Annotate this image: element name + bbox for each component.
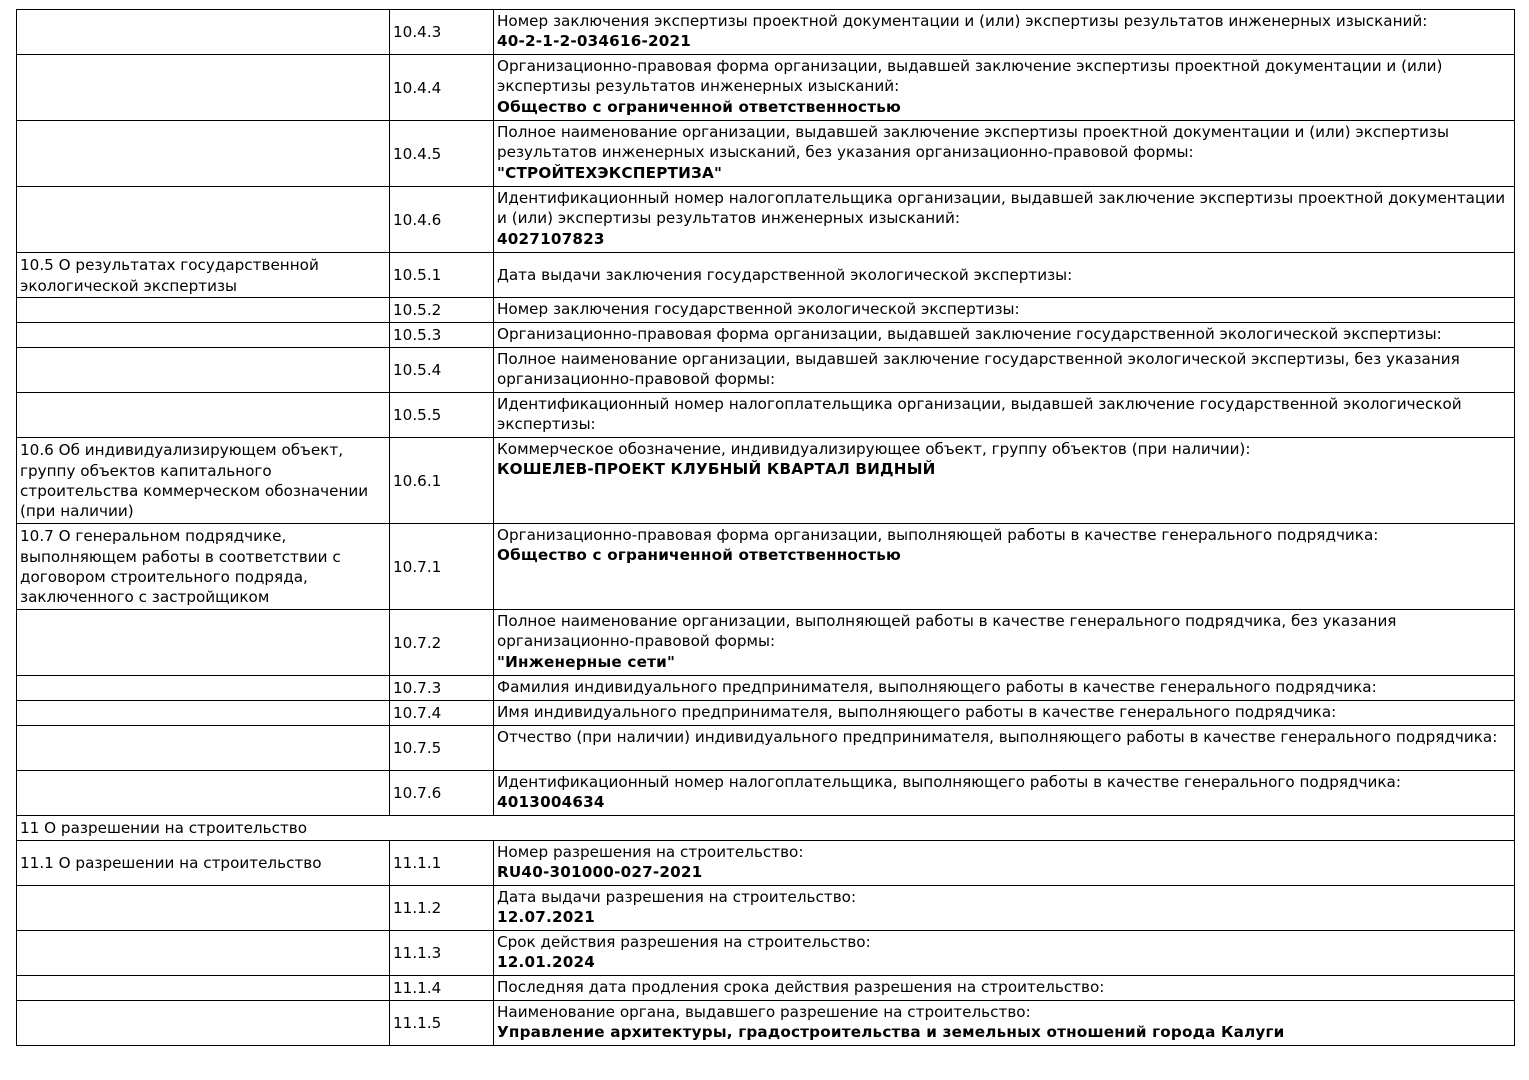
section-cell [17,323,390,348]
table-row [17,298,1515,323]
section-cell [17,298,390,323]
table-row [17,701,1515,726]
item-code: 10.4.3 [390,10,494,55]
item-content [494,524,1515,610]
item-label: Организационно-правовая форма организации, выдавшей заключение экспертизы проектной документации и (или) экспертизы результатов инженерных изысканий: [497,57,1443,96]
section-cell [17,121,390,187]
item-code: 10.7.3 [390,676,494,701]
section-cell [17,931,390,976]
item-code: 10.5.1 [390,253,494,298]
item-value: RU40-301000-027-2021 [497,863,703,882]
item-label: Наименование органа, выдавшего разрешение на строительство: [497,1003,1031,1021]
item-content [494,10,1515,55]
table-row [17,976,1515,1001]
item-label: Коммерческое обозначение, индивидуализирующее объект, группу объектов (при наличии): [497,440,1251,458]
item-label: Номер разрешения на строительство: [497,843,804,861]
section-cell [17,348,390,393]
item-content [494,771,1515,816]
item-content [494,1001,1515,1046]
item-value: "СТРОЙТЕХЭКСПЕРТИЗА" [497,163,723,182]
item-value: 40-2-1-2-034616-2021 [497,32,692,51]
item-code: 10.7.2 [390,610,494,676]
item-value: Общество с ограниченной ответственностью [497,97,901,116]
section-cell [17,610,390,676]
table-row [17,610,1515,676]
section-cell [17,187,390,253]
item-label: Полное наименование организации, выдавшей заключение государственной экологической экспертизы, без указания организационно-правовой формы: [497,350,1460,389]
item-label: Идентификационный номер налогоплательщика организации, выдавшей заключение государственной экологической экспертизы: [497,395,1462,434]
item-code: 10.5.3 [390,323,494,348]
item-label: Отчество (при наличии) индивидуального предпринимателя, выполняющего работы в качестве генерального подрядчика: [497,728,1498,746]
table-row [17,771,1515,816]
item-content [494,676,1515,701]
item-value: 4013004634 [497,793,605,812]
item-label: Организационно-правовая форма организации, выполняющей работы в качестве генерального подрядчика: [497,526,1379,544]
item-value: Управление архитектуры, градостроительства и земельных отношений города Калуги [497,1023,1285,1042]
section-cell [17,10,390,55]
item-content [494,886,1515,931]
item-code: 10.4.4 [390,55,494,121]
table-row [17,676,1515,701]
item-code: 11.1.3 [390,931,494,976]
table-row [17,393,1515,438]
section-cell [17,771,390,816]
section-cell: 10.7 О генеральном подрядчике, выполняющем работы в соответствии с договором строительного подряда, заключенного с застройщиком [17,524,390,610]
item-label: Срок действия разрешения на строительство: [497,933,871,951]
item-code: 10.5.4 [390,348,494,393]
table-row [17,841,1515,886]
item-code: 10.6.1 [390,438,494,524]
section-cell [17,1001,390,1046]
table-row [17,10,1515,55]
section-cell [17,55,390,121]
item-label: Полное наименование организации, выполняющей работы в качестве генерального подрядчика, без указания организационно-правовой формы: [497,612,1397,651]
item-content [494,701,1515,726]
table-row [17,55,1515,121]
item-code: 10.4.6 [390,187,494,253]
item-code: 11.1.4 [390,976,494,1001]
table-row [17,253,1515,298]
table-row [17,121,1515,187]
section-cell: 10.5 О результатах государственной экологической экспертизы [17,253,390,298]
item-label: Номер заключения государственной экологической экспертизы: [497,300,1020,318]
item-code: 10.4.5 [390,121,494,187]
item-content [494,187,1515,253]
table-row [17,726,1515,771]
item-value: 12.07.2021 [497,908,596,927]
item-label: Фамилия индивидуального предпринимателя, выполняющего работы в качестве генерального подрядчика: [497,678,1377,696]
item-code: 10.5.2 [390,298,494,323]
section-cell [17,726,390,771]
item-code: 10.7.1 [390,524,494,610]
item-label: Идентификационный номер налогоплательщика организации, выдавшей заключение экспертизы проектной документации и (или) экспертизы результатов инженерных изысканий: [497,189,1506,228]
table-row [17,323,1515,348]
table-row [17,931,1515,976]
item-label: Номер заключения экспертизы проектной документации и (или) экспертизы результатов инженерных изысканий: [497,12,1428,30]
item-code: 11.1.2 [390,886,494,931]
item-code: 11.1.5 [390,1001,494,1046]
section-cell [17,886,390,931]
section-cell [17,701,390,726]
item-content [494,841,1515,886]
item-code: 10.7.4 [390,701,494,726]
item-value: 4027107823 [497,229,605,248]
table-row [17,524,1515,610]
item-label: Имя индивидуального предпринимателя, выполняющего работы в качестве генерального подрядчика: [497,703,1337,721]
disclosure-table [16,9,1515,1046]
item-content [494,976,1515,1001]
item-label: Последняя дата продления срока действия разрешения на строительство: [497,978,1105,996]
section-cell [17,676,390,701]
item-code: 10.7.5 [390,726,494,771]
section-cell: 10.6 Об индивидуализирующем объект, группу объектов капитального строительства коммерческом обозначении (при наличии) [17,438,390,524]
item-label: Идентификационный номер налогоплательщика, выполняющего работы в качестве генерального подрядчика: [497,773,1401,791]
item-label: Дата выдачи разрешения на строительство: [497,888,857,906]
item-content [494,348,1515,393]
table-row [17,1001,1515,1046]
section-cell [17,393,390,438]
item-code: 10.7.6 [390,771,494,816]
table-row [17,348,1515,393]
item-code: 10.5.5 [390,393,494,438]
disclosure-table-body [17,10,1515,1046]
item-value: КОШЕЛЕВ-ПРОЕКТ КЛУБНЫЙ КВАРТАЛ ВИДНЫЙ [497,460,936,479]
item-content [494,298,1515,323]
item-value: 12.01.2024 [497,953,596,972]
item-value: "Инженерные сети" [497,652,676,671]
item-content [494,438,1515,524]
item-code: 11.1.1 [390,841,494,886]
item-content [494,121,1515,187]
item-content [494,323,1515,348]
item-label: Полное наименование организации, выдавшей заключение экспертизы проектной документации и (или) экспертизы результатов инженерных изысканий, без указания организационно-правовой формы: [497,123,1449,162]
section-header: 11 О разрешении на строительство [17,816,1515,841]
table-row [17,438,1515,524]
table-row [17,187,1515,253]
section-header-row [17,816,1515,841]
section-cell: 11.1 О разрешении на строительство [17,841,390,886]
item-content [494,610,1515,676]
item-value: Общество с ограниченной ответственностью [497,546,901,565]
item-content [494,253,1515,298]
item-content [494,55,1515,121]
item-label: Дата выдачи заключения государственной экологической экспертизы: [497,266,1073,285]
item-content [494,726,1515,771]
table-row [17,886,1515,931]
item-content [494,931,1515,976]
item-label: Организационно-правовая форма организации, выдавшей заключение государственной экологической экспертизы: [497,325,1442,343]
section-cell [17,976,390,1001]
item-content [494,393,1515,438]
